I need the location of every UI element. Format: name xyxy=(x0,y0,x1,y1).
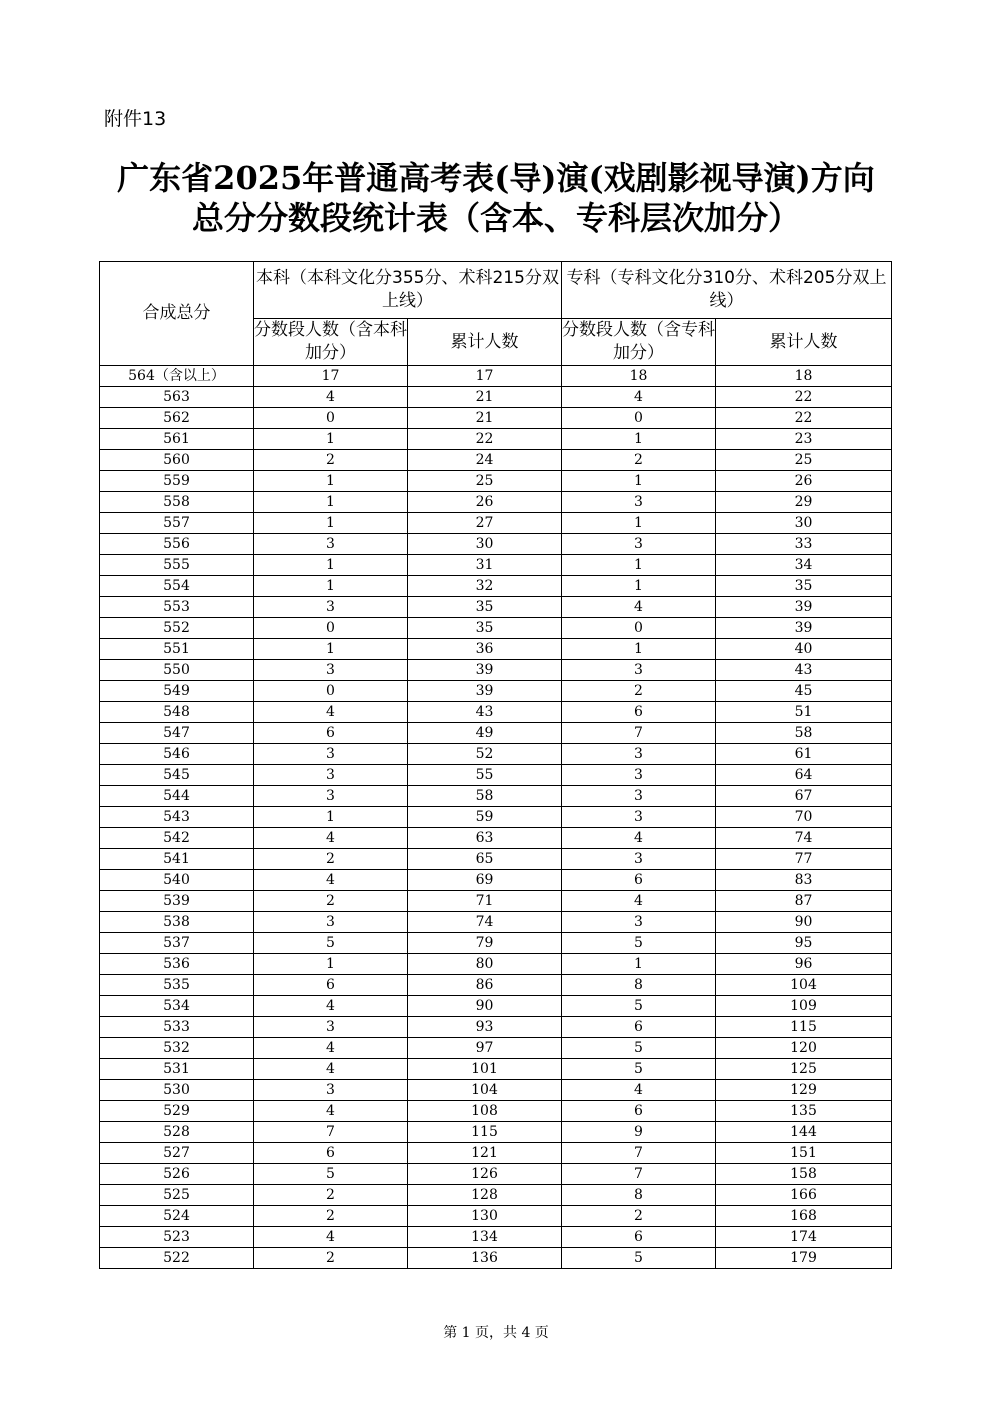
cell-score: 563 xyxy=(100,387,254,408)
table-row xyxy=(100,744,892,765)
cell-junior-cumulative: 158 xyxy=(716,1164,892,1185)
cell-junior-cumulative: 135 xyxy=(716,1101,892,1122)
cell-junior-cumulative: 151 xyxy=(716,1143,892,1164)
cell-junior-cumulative: 61 xyxy=(716,744,892,765)
cell-junior-count: 1 xyxy=(562,576,716,597)
cell-score: 551 xyxy=(100,639,254,660)
cell-score: 529 xyxy=(100,1101,254,1122)
cell-undergrad-cumulative: 52 xyxy=(408,744,562,765)
cell-undergrad-cumulative: 24 xyxy=(408,450,562,471)
cell-undergrad-cumulative: 58 xyxy=(408,786,562,807)
cell-junior-cumulative: 39 xyxy=(716,597,892,618)
cell-score: 556 xyxy=(100,534,254,555)
cell-undergrad-cumulative: 136 xyxy=(408,1248,562,1269)
cell-undergrad-count: 4 xyxy=(254,1038,408,1059)
cell-undergrad-count: 1 xyxy=(254,513,408,534)
cell-junior-count: 1 xyxy=(562,555,716,576)
cell-undergrad-cumulative: 115 xyxy=(408,1122,562,1143)
cell-undergrad-cumulative: 55 xyxy=(408,765,562,786)
cell-undergrad-count: 0 xyxy=(254,681,408,702)
cell-score: 558 xyxy=(100,492,254,513)
cell-undergrad-count: 3 xyxy=(254,1017,408,1038)
cell-junior-count: 1 xyxy=(562,429,716,450)
cell-undergrad-count: 1 xyxy=(254,954,408,975)
table-row xyxy=(100,1017,892,1038)
cell-undergrad-count: 3 xyxy=(254,597,408,618)
cell-score: 522 xyxy=(100,1248,254,1269)
table-row xyxy=(100,1227,892,1248)
table-row xyxy=(100,891,892,912)
cell-junior-count: 5 xyxy=(562,996,716,1017)
cell-junior-count: 4 xyxy=(562,828,716,849)
cell-undergrad-cumulative: 27 xyxy=(408,513,562,534)
cell-junior-cumulative: 179 xyxy=(716,1248,892,1269)
cell-score: 545 xyxy=(100,765,254,786)
table-row xyxy=(100,513,892,534)
cell-undergrad-count: 3 xyxy=(254,534,408,555)
cell-score: 552 xyxy=(100,618,254,639)
cell-undergrad-cumulative: 26 xyxy=(408,492,562,513)
cell-undergrad-cumulative: 39 xyxy=(408,660,562,681)
cell-undergrad-cumulative: 22 xyxy=(408,429,562,450)
cell-junior-count: 3 xyxy=(562,660,716,681)
cell-undergrad-cumulative: 134 xyxy=(408,1227,562,1248)
cell-score: 531 xyxy=(100,1059,254,1080)
cell-undergrad-count: 2 xyxy=(254,1206,408,1227)
cell-undergrad-cumulative: 35 xyxy=(408,618,562,639)
cell-undergrad-cumulative: 108 xyxy=(408,1101,562,1122)
cell-junior-cumulative: 168 xyxy=(716,1206,892,1227)
table-row xyxy=(100,975,892,996)
cell-junior-cumulative: 90 xyxy=(716,912,892,933)
cell-score: 546 xyxy=(100,744,254,765)
cell-junior-cumulative: 34 xyxy=(716,555,892,576)
cell-junior-cumulative: 104 xyxy=(716,975,892,996)
cell-undergrad-cumulative: 31 xyxy=(408,555,562,576)
cell-score: 559 xyxy=(100,471,254,492)
table-row xyxy=(100,597,892,618)
cell-score: 557 xyxy=(100,513,254,534)
cell-junior-cumulative: 33 xyxy=(716,534,892,555)
cell-junior-cumulative: 166 xyxy=(716,1185,892,1206)
cell-junior-count: 2 xyxy=(562,450,716,471)
table-row xyxy=(100,1059,892,1080)
cell-undergrad-cumulative: 101 xyxy=(408,1059,562,1080)
cell-undergrad-count: 4 xyxy=(254,702,408,723)
table-row xyxy=(100,954,892,975)
header-junior-count: 分数段人数（含专科加分） xyxy=(562,319,716,366)
table-row xyxy=(100,996,892,1017)
cell-score: 544 xyxy=(100,786,254,807)
cell-undergrad-count: 2 xyxy=(254,450,408,471)
table-body xyxy=(100,366,892,1269)
document-title-line-2: 总分分数段统计表（含本、专科层次加分） xyxy=(191,199,800,237)
page-footer: 第 1 页，共 4 页 xyxy=(443,1325,549,1341)
cell-undergrad-cumulative: 79 xyxy=(408,933,562,954)
cell-score: 523 xyxy=(100,1227,254,1248)
cell-junior-cumulative: 29 xyxy=(716,492,892,513)
cell-score: 527 xyxy=(100,1143,254,1164)
cell-junior-count: 4 xyxy=(562,597,716,618)
header-junior-group: 专科（专科文化分310分、术科205分双上线） xyxy=(562,262,892,319)
cell-junior-cumulative: 77 xyxy=(716,849,892,870)
table-row xyxy=(100,660,892,681)
cell-undergrad-cumulative: 59 xyxy=(408,807,562,828)
cell-score: 541 xyxy=(100,849,254,870)
cell-junior-cumulative: 109 xyxy=(716,996,892,1017)
cell-junior-cumulative: 45 xyxy=(716,681,892,702)
cell-score: 555 xyxy=(100,555,254,576)
cell-undergrad-count: 1 xyxy=(254,492,408,513)
cell-undergrad-cumulative: 80 xyxy=(408,954,562,975)
cell-junior-cumulative: 96 xyxy=(716,954,892,975)
cell-undergrad-count: 17 xyxy=(254,366,408,387)
cell-undergrad-count: 3 xyxy=(254,744,408,765)
cell-junior-count: 3 xyxy=(562,744,716,765)
table-row xyxy=(100,408,892,429)
cell-score: 548 xyxy=(100,702,254,723)
cell-junior-cumulative: 18 xyxy=(716,366,892,387)
cell-junior-cumulative: 58 xyxy=(716,723,892,744)
cell-junior-cumulative: 43 xyxy=(716,660,892,681)
cell-undergrad-cumulative: 74 xyxy=(408,912,562,933)
cell-score: 535 xyxy=(100,975,254,996)
table-row xyxy=(100,492,892,513)
cell-junior-cumulative: 70 xyxy=(716,807,892,828)
table-row xyxy=(100,702,892,723)
cell-junior-count: 5 xyxy=(562,1248,716,1269)
table-row xyxy=(100,555,892,576)
cell-junior-cumulative: 87 xyxy=(716,891,892,912)
cell-score: 526 xyxy=(100,1164,254,1185)
cell-undergrad-cumulative: 30 xyxy=(408,534,562,555)
cell-undergrad-count: 4 xyxy=(254,387,408,408)
cell-junior-count: 2 xyxy=(562,1206,716,1227)
cell-junior-count: 0 xyxy=(562,408,716,429)
cell-undergrad-count: 2 xyxy=(254,1248,408,1269)
cell-undergrad-cumulative: 97 xyxy=(408,1038,562,1059)
cell-junior-cumulative: 120 xyxy=(716,1038,892,1059)
cell-score: 549 xyxy=(100,681,254,702)
cell-junior-cumulative: 51 xyxy=(716,702,892,723)
table-row xyxy=(100,576,892,597)
cell-undergrad-count: 4 xyxy=(254,870,408,891)
cell-undergrad-count: 3 xyxy=(254,765,408,786)
cell-undergrad-count: 0 xyxy=(254,408,408,429)
cell-undergrad-cumulative: 71 xyxy=(408,891,562,912)
cell-undergrad-cumulative: 69 xyxy=(408,870,562,891)
cell-score: 554 xyxy=(100,576,254,597)
cell-junior-count: 4 xyxy=(562,1080,716,1101)
cell-junior-count: 6 xyxy=(562,702,716,723)
table-row xyxy=(100,1080,892,1101)
cell-junior-count: 6 xyxy=(562,1101,716,1122)
cell-junior-cumulative: 144 xyxy=(716,1122,892,1143)
cell-undergrad-count: 3 xyxy=(254,660,408,681)
table-row xyxy=(100,534,892,555)
cell-undergrad-cumulative: 126 xyxy=(408,1164,562,1185)
cell-score: 542 xyxy=(100,828,254,849)
cell-undergrad-count: 1 xyxy=(254,471,408,492)
cell-undergrad-count: 5 xyxy=(254,1164,408,1185)
header-junior-cumulative: 累计人数 xyxy=(716,319,892,366)
cell-junior-count: 3 xyxy=(562,534,716,555)
cell-junior-cumulative: 129 xyxy=(716,1080,892,1101)
cell-junior-count: 7 xyxy=(562,1164,716,1185)
table-row xyxy=(100,828,892,849)
table-row xyxy=(100,807,892,828)
cell-junior-cumulative: 40 xyxy=(716,639,892,660)
table-row xyxy=(100,1206,892,1227)
table-row xyxy=(100,618,892,639)
table-row xyxy=(100,681,892,702)
table-row xyxy=(100,723,892,744)
cell-junior-cumulative: 22 xyxy=(716,387,892,408)
table-row xyxy=(100,912,892,933)
cell-undergrad-cumulative: 35 xyxy=(408,597,562,618)
cell-score: 525 xyxy=(100,1185,254,1206)
table-row xyxy=(100,429,892,450)
cell-junior-count: 5 xyxy=(562,1038,716,1059)
table-row xyxy=(100,639,892,660)
cell-junior-count: 7 xyxy=(562,723,716,744)
cell-undergrad-cumulative: 90 xyxy=(408,996,562,1017)
table-row xyxy=(100,933,892,954)
cell-undergrad-cumulative: 86 xyxy=(408,975,562,996)
cell-undergrad-cumulative: 130 xyxy=(408,1206,562,1227)
cell-junior-count: 8 xyxy=(562,1185,716,1206)
cell-junior-count: 1 xyxy=(562,513,716,534)
cell-junior-count: 9 xyxy=(562,1122,716,1143)
cell-undergrad-count: 3 xyxy=(254,912,408,933)
cell-score: 528 xyxy=(100,1122,254,1143)
header-undergrad-count: 分数段人数（含本科加分） xyxy=(254,319,408,366)
table-row xyxy=(100,1164,892,1185)
table-row xyxy=(100,849,892,870)
cell-score: 539 xyxy=(100,891,254,912)
cell-junior-cumulative: 23 xyxy=(716,429,892,450)
cell-undergrad-count: 5 xyxy=(254,933,408,954)
table-row xyxy=(100,765,892,786)
cell-junior-count: 7 xyxy=(562,1143,716,1164)
cell-junior-cumulative: 83 xyxy=(716,870,892,891)
cell-undergrad-count: 4 xyxy=(254,828,408,849)
cell-undergrad-cumulative: 32 xyxy=(408,576,562,597)
cell-score: 532 xyxy=(100,1038,254,1059)
cell-junior-count: 1 xyxy=(562,954,716,975)
cell-junior-count: 8 xyxy=(562,975,716,996)
cell-undergrad-count: 2 xyxy=(254,1185,408,1206)
cell-undergrad-count: 1 xyxy=(254,429,408,450)
cell-score: 543 xyxy=(100,807,254,828)
attachment-label: 附件13 xyxy=(104,108,167,130)
cell-score: 533 xyxy=(100,1017,254,1038)
cell-junior-count: 0 xyxy=(562,618,716,639)
cell-undergrad-count: 4 xyxy=(254,1059,408,1080)
cell-undergrad-count: 1 xyxy=(254,576,408,597)
table-row xyxy=(100,1122,892,1143)
cell-score: 550 xyxy=(100,660,254,681)
cell-score: 564（含以上） xyxy=(100,366,254,387)
cell-undergrad-count: 0 xyxy=(254,618,408,639)
cell-score: 530 xyxy=(100,1080,254,1101)
cell-junior-count: 3 xyxy=(562,849,716,870)
score-distribution-table xyxy=(99,261,892,1269)
table-row xyxy=(100,870,892,891)
cell-score: 524 xyxy=(100,1206,254,1227)
cell-undergrad-cumulative: 128 xyxy=(408,1185,562,1206)
cell-undergrad-count: 2 xyxy=(254,849,408,870)
document-title-line-1: 广东省2025年普通高考表(导)演(戏剧影视导演)方向 xyxy=(117,159,875,197)
cell-undergrad-cumulative: 49 xyxy=(408,723,562,744)
cell-undergrad-count: 6 xyxy=(254,723,408,744)
cell-undergrad-cumulative: 25 xyxy=(408,471,562,492)
cell-junior-count: 2 xyxy=(562,681,716,702)
cell-junior-cumulative: 95 xyxy=(716,933,892,954)
cell-undergrad-cumulative: 93 xyxy=(408,1017,562,1038)
cell-junior-count: 3 xyxy=(562,912,716,933)
cell-junior-cumulative: 64 xyxy=(716,765,892,786)
cell-junior-cumulative: 22 xyxy=(716,408,892,429)
header-undergrad-group: 本科（本科文化分355分、术科215分双上线） xyxy=(254,262,562,319)
cell-undergrad-count: 3 xyxy=(254,786,408,807)
cell-score: 547 xyxy=(100,723,254,744)
cell-score: 534 xyxy=(100,996,254,1017)
cell-junior-count: 6 xyxy=(562,870,716,891)
cell-undergrad-count: 3 xyxy=(254,1080,408,1101)
cell-junior-cumulative: 35 xyxy=(716,576,892,597)
cell-junior-count: 18 xyxy=(562,366,716,387)
cell-score: 537 xyxy=(100,933,254,954)
cell-junior-cumulative: 174 xyxy=(716,1227,892,1248)
cell-undergrad-count: 4 xyxy=(254,996,408,1017)
cell-undergrad-cumulative: 21 xyxy=(408,408,562,429)
cell-junior-count: 1 xyxy=(562,471,716,492)
cell-junior-cumulative: 67 xyxy=(716,786,892,807)
cell-undergrad-cumulative: 21 xyxy=(408,387,562,408)
table-row xyxy=(100,471,892,492)
cell-undergrad-cumulative: 121 xyxy=(408,1143,562,1164)
cell-score: 538 xyxy=(100,912,254,933)
cell-undergrad-count: 4 xyxy=(254,1101,408,1122)
cell-junior-cumulative: 25 xyxy=(716,450,892,471)
table-row xyxy=(100,1101,892,1122)
table-row xyxy=(100,1185,892,1206)
table-row xyxy=(100,450,892,471)
cell-undergrad-cumulative: 36 xyxy=(408,639,562,660)
cell-score: 540 xyxy=(100,870,254,891)
cell-undergrad-cumulative: 43 xyxy=(408,702,562,723)
cell-junior-count: 1 xyxy=(562,639,716,660)
cell-undergrad-cumulative: 104 xyxy=(408,1080,562,1101)
table-row xyxy=(100,1248,892,1269)
cell-score: 561 xyxy=(100,429,254,450)
cell-junior-count: 4 xyxy=(562,387,716,408)
cell-junior-count: 3 xyxy=(562,492,716,513)
cell-junior-count: 3 xyxy=(562,786,716,807)
cell-undergrad-count: 1 xyxy=(254,807,408,828)
cell-junior-cumulative: 39 xyxy=(716,618,892,639)
cell-junior-count: 5 xyxy=(562,1059,716,1080)
cell-undergrad-count: 6 xyxy=(254,1143,408,1164)
table-row xyxy=(100,366,892,387)
cell-score: 553 xyxy=(100,597,254,618)
cell-undergrad-cumulative: 65 xyxy=(408,849,562,870)
cell-undergrad-cumulative: 63 xyxy=(408,828,562,849)
table-row xyxy=(100,786,892,807)
cell-undergrad-cumulative: 17 xyxy=(408,366,562,387)
cell-undergrad-cumulative: 39 xyxy=(408,681,562,702)
cell-junior-cumulative: 26 xyxy=(716,471,892,492)
cell-undergrad-count: 2 xyxy=(254,891,408,912)
cell-junior-count: 4 xyxy=(562,891,716,912)
cell-junior-count: 3 xyxy=(562,765,716,786)
cell-junior-count: 3 xyxy=(562,807,716,828)
table-row xyxy=(100,387,892,408)
cell-undergrad-count: 1 xyxy=(254,555,408,576)
table-row xyxy=(100,1143,892,1164)
header-undergrad-cumulative: 累计人数 xyxy=(408,319,562,366)
cell-junior-cumulative: 74 xyxy=(716,828,892,849)
cell-undergrad-count: 1 xyxy=(254,639,408,660)
cell-junior-count: 6 xyxy=(562,1227,716,1248)
cell-junior-count: 5 xyxy=(562,933,716,954)
cell-junior-cumulative: 125 xyxy=(716,1059,892,1080)
cell-score: 562 xyxy=(100,408,254,429)
cell-junior-count: 6 xyxy=(562,1017,716,1038)
cell-score: 560 xyxy=(100,450,254,471)
cell-junior-cumulative: 115 xyxy=(716,1017,892,1038)
cell-undergrad-count: 7 xyxy=(254,1122,408,1143)
cell-undergrad-count: 6 xyxy=(254,975,408,996)
cell-score: 536 xyxy=(100,954,254,975)
cell-undergrad-count: 4 xyxy=(254,1227,408,1248)
table-row xyxy=(100,1038,892,1059)
cell-junior-cumulative: 30 xyxy=(716,513,892,534)
header-score: 合成总分 xyxy=(100,262,254,366)
